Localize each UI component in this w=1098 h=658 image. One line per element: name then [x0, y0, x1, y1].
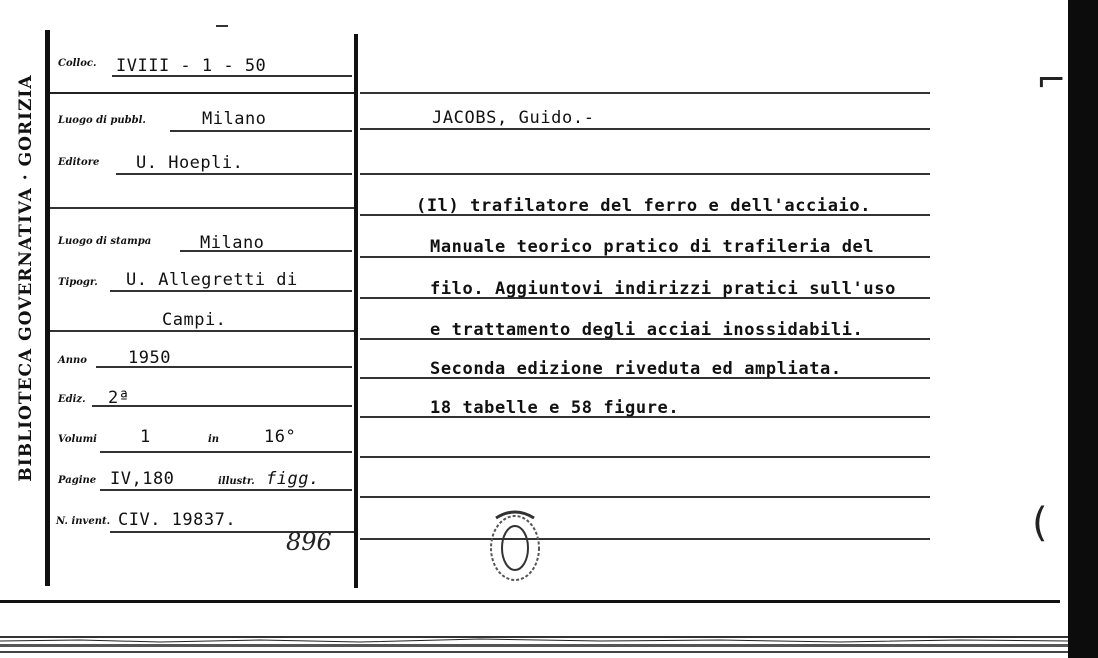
line-tipogr-2 — [50, 330, 354, 332]
label-tipogr: Tipogr. — [58, 277, 98, 288]
library-stamp — [484, 506, 546, 586]
label-ediz: Ediz. — [58, 394, 86, 405]
label-colloc: Colloc. — [58, 58, 97, 69]
value-illustr: figg. — [266, 469, 320, 489]
rline-2 — [360, 128, 930, 130]
line-editore — [116, 173, 352, 175]
value-luogo-pubbl: Milano — [202, 109, 267, 129]
label-volumi: Volumi — [58, 434, 97, 445]
bottom-rule — [0, 600, 1060, 603]
label-editore: Editore — [58, 157, 100, 168]
value-pagine: IV,180 — [110, 469, 175, 489]
rline-1 — [360, 92, 930, 94]
value-tipogr-2: Campi. — [162, 310, 227, 330]
rline-3 — [360, 173, 930, 175]
edge-mark-top: ⌐ — [1036, 60, 1067, 101]
title-line-3: filo. Aggiuntovi indirizzi pratici sull'uso — [430, 279, 896, 299]
line-pagine — [100, 489, 352, 491]
spine-text: BIBLIOTECA GOVERNATIVA · GORIZIA — [16, 74, 36, 482]
label-pagine: Pagine — [58, 475, 97, 486]
line-sep-1 — [50, 92, 354, 94]
value-tipogr: U. Allegretti di — [126, 270, 298, 290]
title-line-1: (Il) trafilatore del ferro e dell'acciaio. — [416, 196, 872, 216]
value-volumi: 1 — [140, 427, 151, 447]
line-sep-2 — [50, 207, 354, 209]
value-editore: U. Hoepli. — [136, 153, 244, 173]
rline-11 — [360, 496, 930, 498]
left-border-rule — [45, 30, 50, 586]
rline-12 — [360, 538, 930, 540]
value-luogo-stampa: Milano — [200, 233, 265, 253]
title-line-2: Manuale teorico pratico di trafileria del — [430, 237, 875, 257]
spine-library-name — [10, 8, 42, 548]
label-invent: N. invent. — [56, 516, 111, 527]
middle-border-rule — [354, 34, 358, 588]
value-anno: 1950 — [128, 348, 171, 368]
label-luogo-pubbl: Luogo di pubbl. — [58, 115, 146, 126]
label-illustr: illustr. — [218, 476, 255, 487]
line-volumi — [100, 451, 352, 453]
value-formato: 16° — [264, 427, 297, 447]
line-tipogr — [110, 290, 352, 292]
author-heading: JACOBS, Guido.- — [432, 108, 595, 128]
value-invent: CIV. 19837. — [118, 510, 237, 530]
handwritten-number: 896 — [286, 528, 332, 556]
top-dash — [216, 25, 228, 27]
title-line-4: e trattamento degli acciai inossidabili. — [430, 320, 864, 340]
scan-edge-band — [0, 632, 1068, 658]
edge-mark-bracket: ( — [1032, 500, 1048, 546]
value-colloc: IVIII - 1 - 50 — [116, 56, 267, 76]
card-right-edge — [1068, 0, 1098, 658]
rline-10 — [360, 456, 930, 458]
title-line-6: 18 tabelle e 58 figure. — [430, 398, 680, 418]
label-luogo-stampa: Luogo di stampa — [58, 236, 152, 247]
title-line-5: Seconda edizione riveduta ed ampliata. — [430, 359, 842, 379]
line-ediz — [92, 405, 352, 407]
label-anno: Anno — [58, 355, 87, 366]
line-luogo-pubbl — [170, 130, 352, 132]
value-ediz: 2ª — [108, 388, 130, 408]
label-formato: in — [208, 434, 220, 445]
